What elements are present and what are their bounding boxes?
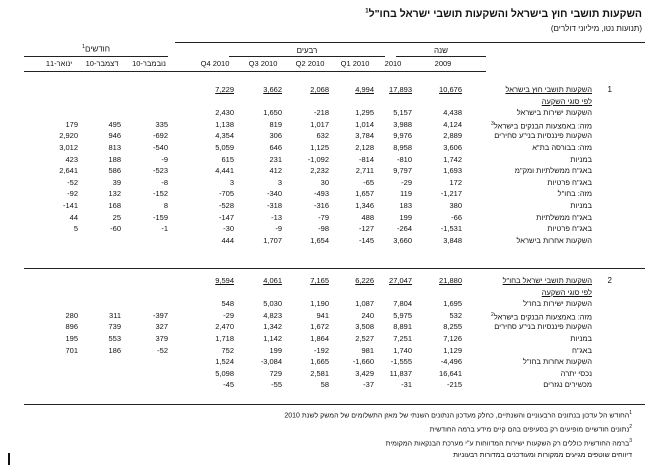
cell-jan-11: -52	[67, 177, 78, 187]
cell-q3-2010: -9	[275, 224, 282, 234]
cell-q1-2010: 3,784	[355, 131, 374, 141]
footnote	[32, 410, 632, 419]
row-label	[392, 200, 592, 211]
cell-2009: -215	[446, 380, 462, 390]
cell-q2-2010: 58	[320, 380, 329, 390]
cell-dec-10: 39	[112, 177, 121, 187]
cell-q1-2010: -814	[358, 154, 374, 164]
table-row	[0, 154, 652, 165]
cell-2009: 172	[449, 177, 462, 187]
cell-q2-2010: 1,665	[310, 357, 329, 367]
cell-dec-10: 168	[108, 201, 121, 210]
cell-q1-2010: 1,014	[355, 119, 374, 129]
row-number: 2	[607, 276, 612, 285]
cell-nov-10: -1	[161, 224, 168, 234]
cell-q1-2010: 3,508	[355, 322, 374, 332]
cell-q1-2010: 1,346	[355, 201, 374, 210]
cell-2010: 119	[400, 189, 412, 199]
table-row	[0, 345, 652, 356]
cell-nov-10: -152	[152, 189, 168, 199]
cell-2010: 183	[399, 201, 412, 210]
cell-2009: 16,641	[439, 368, 462, 378]
cell-2010: 8,891	[393, 322, 412, 332]
row-label-text: במניות	[570, 334, 592, 343]
cell-2010: -264	[396, 224, 412, 234]
cell-q1-2010: 240	[361, 310, 374, 320]
column-header-q4-2010: Q4 2010	[200, 59, 230, 68]
cell-2009: 10,676	[439, 85, 462, 94]
cell-q2-2010: -493	[313, 189, 329, 199]
cell-q3-2010: 3	[277, 177, 282, 187]
cell-q1-2010: 3,429	[355, 368, 374, 378]
cell-dec-10: 946	[108, 131, 121, 141]
header-rule-bottom	[24, 71, 486, 72]
cell-2009: 1,742	[443, 154, 462, 164]
row-label-text: השקעות פיננסיות בני"ע סחירים	[494, 131, 592, 141]
cell-q3-2010: -340	[266, 189, 282, 199]
cell-nov-10: -692	[152, 131, 168, 141]
header-rule-top	[175, 42, 645, 43]
cell-jan-11: 2,920	[59, 131, 78, 141]
row-label	[392, 107, 592, 118]
document-subtitle: (תנועות נטו, מיליוני דולרים)	[550, 24, 642, 33]
cell-q3-2010: -13	[271, 212, 282, 222]
cell-q1-2010: -37	[363, 380, 374, 390]
table-row	[0, 321, 652, 332]
cell-jan-11: 701	[65, 345, 78, 355]
cell-q2-2010: -98	[318, 224, 329, 234]
cell-2010: 9,797	[393, 166, 412, 176]
cell-q1-2010: 4,994	[355, 85, 374, 94]
cell-jan-11: 896	[65, 322, 78, 332]
cell-dec-10: 553	[108, 334, 121, 343]
cell-q4-2010: -45	[223, 380, 234, 390]
table-row	[0, 96, 652, 107]
cell-2009: 532	[449, 310, 462, 320]
cell-2010: 199	[399, 212, 412, 222]
cell-dec-10: 188	[108, 154, 121, 164]
cell-2010: 7,804	[393, 299, 412, 309]
row-label	[392, 212, 592, 223]
row-label-text: באג"ח פרטיות	[547, 177, 592, 187]
cell-q2-2010: 1,017	[310, 119, 329, 129]
cell-q4-2010: 1,138	[215, 119, 234, 129]
row-label-text: באג"ח ממשלתיות ומק"מ	[514, 166, 592, 176]
cell-2010: 3,660	[393, 235, 412, 245]
table-row	[0, 298, 652, 309]
cell-q4-2010: 1,524	[215, 357, 234, 367]
cell-dec-10: -60	[110, 224, 121, 234]
cell-q3-2010: 1,707	[263, 235, 282, 245]
cell-q1-2010: -145	[358, 235, 374, 245]
months-label: חודשים	[85, 44, 111, 54]
column-header-q2-2010: Q2 2010	[295, 59, 325, 68]
row-label-text: השקעות תושבי ישראל בחו"ל	[502, 276, 592, 285]
cell-q3-2010: 412	[269, 166, 282, 176]
row-label-text: השקעות אחרות בישראל	[516, 235, 592, 245]
quarters-group-rule	[229, 56, 385, 57]
cell-2009: -4,496	[440, 357, 462, 367]
cell-q3-2010: 1,650	[263, 108, 282, 118]
cell-q3-2010: -3,084	[260, 357, 282, 367]
column-header-jan-11: ינואר-11	[45, 59, 73, 68]
months-footnote-mark: 1	[81, 44, 86, 50]
cell-2009: -1,217	[440, 189, 462, 199]
cell-2010: 5,975	[393, 310, 412, 320]
row-label	[392, 96, 592, 107]
row-label-text: מכשירים נגזרים	[543, 380, 592, 390]
row-label	[392, 165, 592, 176]
cell-2009: 3,606	[443, 143, 462, 152]
cell-q2-2010: 941	[316, 310, 329, 320]
cell-q4-2010: -147	[218, 212, 234, 222]
table-row	[0, 200, 652, 211]
cell-q4-2010: 2,430	[215, 108, 234, 118]
cell-q4-2010: 3	[229, 177, 234, 187]
footnote-text: נתונים חודשיים מופיעים רק בסעיפים בהם קיים מידע ברמה החודשית	[429, 426, 630, 434]
row-label-text: השקעות תושבי חוץ בישראל	[505, 85, 592, 94]
footnote-text: ברמה החודשית כוללים רק השקעות ישירות המדווחות ע"י מערכת הבנקאות המקומית	[385, 440, 630, 448]
column-header-2009: 2009	[434, 59, 452, 68]
cell-q3-2010: 306	[269, 131, 282, 141]
cell-q3-2010: 199	[269, 345, 282, 355]
table-row	[0, 107, 652, 118]
row-label	[392, 379, 592, 390]
cell-dec-10: 186	[108, 345, 121, 355]
column-header-q1-2010: Q1 2010	[340, 59, 370, 68]
row-label-text: השקעות אחרות בחו"ל	[522, 357, 592, 367]
group-header-months	[24, 44, 168, 54]
cell-nov-10: -9	[161, 154, 168, 164]
cell-q4-2010: -528	[218, 201, 234, 210]
cell-q4-2010: 4,354	[215, 131, 234, 141]
row-label-text: באג"ח פרטיות	[547, 224, 592, 234]
row-label-text: מזה: בחו"ל	[557, 189, 592, 199]
cell-q3-2010: -318	[266, 201, 282, 210]
cell-dec-10: 586	[108, 166, 121, 176]
row-number: 1	[607, 85, 612, 94]
cell-q1-2010: 1,295	[355, 108, 374, 118]
cell-q3-2010: -55	[271, 380, 282, 390]
group-header-year: שנה	[433, 46, 449, 55]
row-label	[392, 223, 592, 234]
cell-2010: -1,555	[390, 357, 412, 367]
cell-dec-10: 813	[108, 143, 121, 152]
cell-q1-2010: 2,128	[355, 143, 374, 152]
cell-2010: -810	[396, 154, 412, 164]
row-label	[392, 84, 592, 95]
column-header-q3-2010: Q3 2010	[248, 59, 278, 68]
cell-2009: 3,848	[443, 235, 462, 245]
cell-2009: -66	[451, 212, 462, 222]
cell-q2-2010: -316	[313, 201, 329, 210]
cell-2010: 7,251	[393, 334, 412, 343]
row-label-text: השקעות ישירות בישראל	[516, 108, 592, 118]
cell-nov-10: -397	[152, 310, 168, 320]
cell-dec-10: 25	[112, 212, 121, 222]
cell-2009: 1,695	[443, 299, 462, 309]
cell-q1-2010: 2,527	[355, 334, 374, 343]
cell-2010: 1,740	[393, 345, 412, 355]
cell-q4-2010: -705	[218, 189, 234, 199]
cell-2010: 3,988	[393, 119, 412, 129]
cell-q2-2010: 7,165	[310, 276, 329, 285]
cell-2010: 5,157	[393, 108, 412, 118]
row-label-text: באג"ח	[572, 345, 592, 355]
title-text: השקעות תושבי חוץ בישראל והשקעות תושבי ישראל בחו"ל	[368, 8, 642, 20]
table-row	[0, 379, 652, 390]
cell-q2-2010: 1,864	[310, 334, 329, 343]
row-label	[392, 142, 592, 153]
cell-q1-2010: 488	[361, 212, 374, 222]
cell-2010: 8,958	[393, 143, 412, 152]
cell-q3-2010: 4,823	[263, 310, 282, 320]
cell-nov-10: -523	[152, 166, 168, 176]
table-bottom-rule	[24, 404, 645, 405]
row-label	[392, 177, 592, 188]
cell-q4-2010: 5,059	[215, 143, 234, 152]
cell-q2-2010: 632	[316, 131, 329, 141]
cell-2010: 17,893	[389, 85, 412, 94]
row-label	[392, 188, 592, 199]
cell-q2-2010: -1,092	[307, 154, 329, 164]
cell-dec-10: 132	[108, 189, 121, 199]
table-row	[0, 223, 652, 234]
cell-2009: 380	[449, 201, 462, 210]
column-header-nov-10: נובמבר-10	[132, 59, 166, 68]
document-title	[365, 8, 642, 20]
cell-q1-2010: 1,657	[355, 189, 374, 199]
cell-jan-11: 195	[65, 334, 78, 343]
cell-q3-2010: 646	[269, 143, 282, 152]
row-footnote-mark: 2	[491, 311, 494, 318]
row-label-text: באג"ח ממשלתיות	[536, 212, 592, 222]
cell-q1-2010: 2,711	[355, 166, 374, 176]
title-footnote-mark: 1	[365, 8, 369, 15]
cell-q3-2010: 1,342	[263, 322, 282, 332]
cell-q1-2010: -127	[358, 224, 374, 234]
cell-2009: 1,129	[443, 345, 462, 355]
cell-q4-2010: 1,718	[215, 334, 234, 343]
cell-q3-2010: 1,142	[263, 334, 282, 343]
table-row	[0, 310, 652, 321]
cell-q4-2010: -29	[223, 310, 234, 320]
cell-jan-11: 179	[65, 119, 78, 129]
cell-q2-2010: 1,654	[310, 235, 329, 245]
cell-jan-11: 423	[65, 154, 78, 164]
cell-q2-2010: 2,581	[310, 368, 329, 378]
row-label	[392, 298, 592, 309]
cell-q3-2010: 729	[269, 368, 282, 378]
cell-nov-10: -8	[161, 177, 168, 187]
cell-jan-11: 5	[73, 224, 78, 234]
table-row	[0, 212, 652, 223]
months-group-rule	[24, 56, 168, 57]
cell-nov-10: 8	[163, 201, 168, 210]
cell-nov-10: 379	[155, 334, 168, 343]
cell-jan-11: 2,641	[59, 166, 78, 176]
row-label	[392, 235, 592, 246]
row-label-text: השקעות ישירות בחו"ל	[523, 299, 592, 309]
cell-dec-10: 495	[108, 119, 121, 129]
cell-jan-11: -92	[67, 189, 78, 199]
text-cursor	[8, 453, 10, 465]
cell-q2-2010: -218	[313, 108, 329, 118]
cell-2009: 21,880	[439, 276, 462, 285]
row-label-text: לפי סוגי השקעה	[541, 287, 592, 297]
table-row	[0, 119, 652, 130]
row-label	[392, 154, 592, 165]
row-footnote-mark: 3	[491, 120, 494, 127]
cell-nov-10: -52	[157, 345, 168, 355]
cell-q1-2010: 981	[361, 345, 374, 355]
row-label-text: במניות	[570, 154, 592, 164]
table-row	[0, 130, 652, 141]
cell-q3-2010: 5,030	[263, 299, 282, 309]
cell-q4-2010: 444	[221, 235, 234, 245]
row-label	[392, 368, 592, 379]
cell-q4-2010: 548	[221, 299, 234, 309]
cell-jan-11: 44	[69, 212, 78, 222]
cell-q4-2010: 615	[221, 154, 234, 164]
cell-2010: 9,976	[393, 131, 412, 141]
cell-q4-2010: 9,594	[215, 276, 234, 285]
row-label	[392, 333, 592, 344]
cell-q2-2010: 2,068	[310, 85, 329, 94]
row-label	[392, 356, 592, 367]
cell-q2-2010: 30	[320, 177, 329, 187]
cell-q2-2010: 1,672	[310, 322, 329, 332]
footnote-text: החודש הל עדכון בנתונים הרבעוניים והשנתיים, כחלק מעדכון הנתונים השנתי של מאזן התשלומים של המשק לשנת 2010	[284, 412, 630, 420]
cell-q2-2010: 2,232	[310, 166, 329, 176]
table-row	[0, 188, 652, 199]
column-header-2010: 2010	[384, 59, 402, 68]
table-row	[0, 235, 652, 246]
row-label-text: מזה: בבורסה בת"א	[532, 143, 592, 152]
cell-q4-2010: 4,441	[215, 166, 234, 176]
cell-q2-2010: -79	[318, 212, 329, 222]
row-label	[392, 130, 592, 141]
footnote-number: 2	[629, 424, 632, 430]
cell-2010: -29	[401, 177, 412, 187]
cell-2010: 27,047	[389, 276, 412, 285]
cell-nov-10: -540	[152, 143, 168, 152]
cell-q3-2010: 819	[269, 119, 282, 129]
table-row	[0, 165, 652, 176]
row-label-text: מזה: באמצעות הבנקים בישראל	[493, 312, 592, 322]
cell-2009: 7,126	[443, 334, 462, 343]
cell-2009: 4,124	[443, 119, 462, 129]
section-divider	[24, 268, 645, 269]
row-label	[392, 275, 592, 286]
table-row	[0, 368, 652, 379]
cell-dec-10: 739	[108, 322, 121, 332]
cell-2009: 8,255	[443, 322, 462, 332]
cell-jan-11: 3,012	[59, 143, 78, 152]
table-row	[0, 287, 652, 298]
cell-jan-11: 280	[65, 310, 78, 320]
row-label-text: במניות	[570, 201, 592, 210]
cell-dec-10: 311	[109, 310, 121, 320]
cell-q3-2010: 3,662	[263, 85, 282, 94]
cell-q4-2010: 2,470	[215, 322, 234, 332]
footnote-number: 1	[629, 410, 632, 416]
cell-q1-2010: 6,226	[355, 276, 374, 285]
footnote	[32, 438, 632, 447]
cell-q3-2010: 231	[269, 154, 282, 164]
table-row	[0, 84, 652, 95]
row-label-text: מזה: באמצעות הבנקים בישראל	[493, 121, 592, 131]
table-row	[0, 275, 652, 286]
cell-q2-2010: 1,125	[310, 143, 329, 152]
table-row	[0, 333, 652, 344]
row-label	[392, 345, 592, 356]
table-row	[0, 142, 652, 153]
cell-q1-2010: -65	[363, 177, 374, 187]
year-group-rule	[396, 56, 486, 57]
cell-q4-2010: -30	[223, 224, 234, 234]
cell-q2-2010: 1,190	[310, 299, 329, 309]
footnote-text: דיווחים שוטפים מגיעים ממקורות ומעודכנים במדורות רבעוניות	[453, 452, 632, 459]
row-label-text: נכסי יתרה	[560, 368, 592, 378]
row-label-text: השקעות פיננסיות בני"ע סחירים	[494, 322, 592, 332]
cell-q4-2010: 5,098	[215, 368, 234, 378]
table-row	[0, 177, 652, 188]
column-header-dec-10: דצמבר-10	[85, 59, 119, 68]
cell-2009: 4,438	[443, 108, 462, 118]
cell-2010: -31	[401, 380, 412, 390]
cell-nov-10: -159	[152, 212, 168, 222]
cell-nov-10: 327	[155, 322, 168, 332]
table-row	[0, 356, 652, 367]
cell-jan-11: -141	[62, 201, 78, 210]
cell-q4-2010: 7,229	[215, 85, 234, 94]
cell-q1-2010: 1,087	[355, 299, 374, 309]
group-header-quarters: רבעים	[296, 46, 318, 55]
cell-2009: -1,531	[440, 224, 462, 234]
footnote	[32, 452, 632, 459]
cell-2010: 11,837	[389, 368, 412, 378]
cell-2009: 1,693	[443, 166, 462, 176]
cell-nov-10: 335	[155, 119, 168, 129]
footnote	[32, 424, 632, 433]
row-label	[392, 321, 592, 332]
cell-q4-2010: 752	[221, 345, 234, 355]
row-label-text: לפי סוגי השקעה	[541, 96, 592, 106]
cell-q1-2010: -1,660	[352, 357, 374, 367]
row-label	[392, 287, 592, 298]
cell-q2-2010: -192	[313, 345, 329, 355]
cell-2009: 2,889	[443, 131, 462, 141]
footnote-number: 3	[629, 438, 632, 444]
cell-q3-2010: 4,061	[263, 276, 282, 285]
